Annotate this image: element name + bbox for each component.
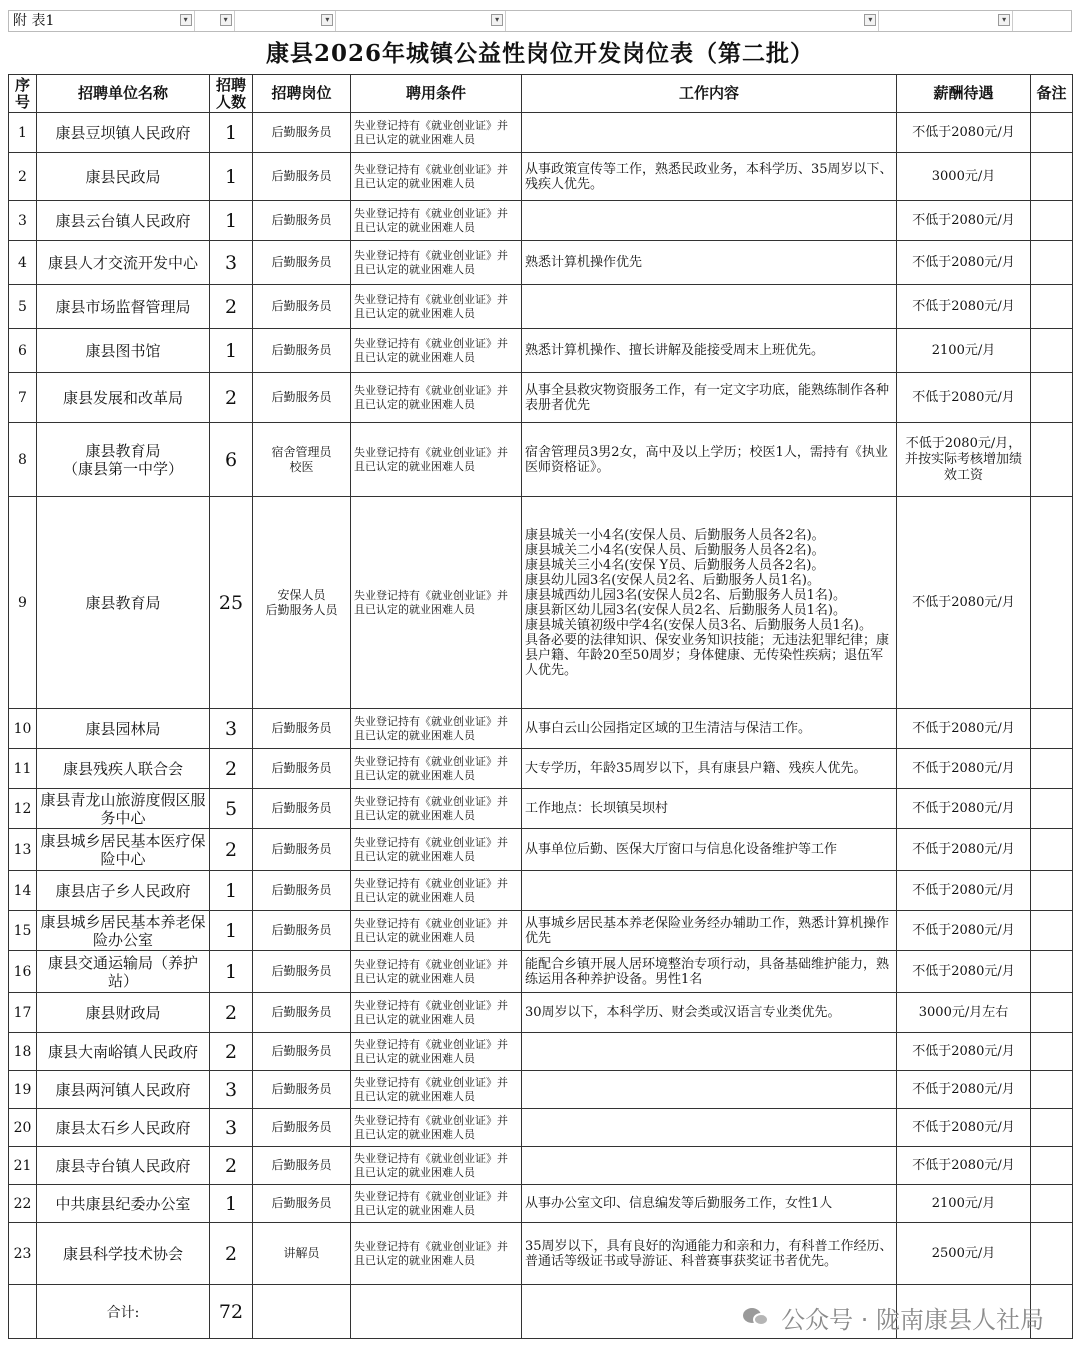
row-condition: 失业登记持有《就业创业证》并且已认定的就业困难人员 bbox=[351, 789, 522, 829]
row-remark bbox=[1031, 241, 1073, 285]
row-post: 后勤服务员 bbox=[253, 871, 351, 911]
row-pay: 2500元/月 bbox=[897, 1223, 1031, 1285]
filter-dropdown-icon[interactable]: ▾ bbox=[998, 14, 1010, 26]
row-no: 5 bbox=[9, 285, 37, 329]
row-post: 后勤服务员 bbox=[253, 911, 351, 951]
watermark bbox=[743, 1300, 1044, 1334]
table-row bbox=[9, 201, 1073, 241]
header-remark: 备注 bbox=[1031, 75, 1073, 113]
header-post: 招聘岗位 bbox=[253, 75, 351, 113]
row-condition: 失业登记持有《就业创业证》并且已认定的就业困难人员 bbox=[351, 241, 522, 285]
row-pay: 不低于2080元/月 bbox=[897, 829, 1031, 871]
row-remark bbox=[1031, 1109, 1073, 1147]
row-condition: 失业登记持有《就业创业证》并且已认定的就业困难人员 bbox=[351, 1223, 522, 1285]
row-no: 13 bbox=[9, 829, 37, 871]
row-count: 1 bbox=[210, 911, 253, 951]
row-count: 6 bbox=[210, 423, 253, 497]
row-remark bbox=[1031, 1185, 1073, 1223]
table-row bbox=[9, 829, 1073, 871]
row-pay: 不低于2080元/月 bbox=[897, 709, 1031, 749]
row-work bbox=[522, 113, 897, 153]
row-count: 2 bbox=[210, 373, 253, 423]
row-condition: 失业登记持有《就业创业证》并且已认定的就业困难人员 bbox=[351, 993, 522, 1033]
row-work bbox=[522, 1147, 897, 1185]
table-row bbox=[9, 1033, 1073, 1071]
table-row bbox=[9, 789, 1073, 829]
row-post: 后勤服务员 bbox=[253, 829, 351, 871]
row-work: 宿舍管理员3男2女，高中及以上学历；校医1人，需持有《执业医师资格证》。 bbox=[522, 423, 897, 497]
row-count: 1 bbox=[210, 951, 253, 993]
row-condition: 失业登记持有《就业创业证》并且已认定的就业困难人员 bbox=[351, 1147, 522, 1185]
row-no: 9 bbox=[9, 497, 37, 709]
table-row bbox=[9, 1223, 1073, 1285]
row-unit: 康县城乡居民基本养老保险办公室 bbox=[37, 911, 210, 951]
row-remark bbox=[1031, 423, 1073, 497]
filter-dropdown-icon[interactable]: ▾ bbox=[864, 14, 876, 26]
table-row bbox=[9, 749, 1073, 789]
filter-cell-count bbox=[195, 11, 235, 31]
row-no: 12 bbox=[9, 789, 37, 829]
row-work bbox=[522, 1033, 897, 1071]
row-post: 后勤服务员 bbox=[253, 1185, 351, 1223]
header-no: 序号 bbox=[9, 75, 37, 113]
row-post: 后勤服务员 bbox=[253, 329, 351, 373]
table-row bbox=[9, 709, 1073, 749]
row-condition: 失业登记持有《就业创业证》并且已认定的就业困难人员 bbox=[351, 201, 522, 241]
row-count: 25 bbox=[210, 497, 253, 709]
row-work: 能配合乡镇开展人居环境整治专项行动，具备基础维护能力，熟练运用各种养护设备。男性1名 bbox=[522, 951, 897, 993]
row-post: 讲解员 bbox=[253, 1223, 351, 1285]
row-count: 2 bbox=[210, 829, 253, 871]
row-no: 19 bbox=[9, 1071, 37, 1109]
row-unit: 康县教育局 bbox=[37, 497, 210, 709]
row-condition: 失业登记持有《就业创业证》并且已认定的就业困难人员 bbox=[351, 911, 522, 951]
row-work bbox=[522, 1071, 897, 1109]
row-pay: 不低于2080元/月，并按实际考核增加绩效工资 bbox=[897, 423, 1031, 497]
table-row bbox=[9, 423, 1073, 497]
row-unit: 康县科学技术协会 bbox=[37, 1223, 210, 1285]
row-remark bbox=[1031, 329, 1073, 373]
row-work: 熟悉计算机操作优先 bbox=[522, 241, 897, 285]
row-work bbox=[522, 201, 897, 241]
row-pay: 不低于2080元/月 bbox=[897, 1147, 1031, 1185]
row-remark bbox=[1031, 497, 1073, 709]
sheet-filter-row bbox=[8, 10, 1072, 32]
row-no: 11 bbox=[9, 749, 37, 789]
filter-cell-pay bbox=[879, 11, 1013, 31]
row-post: 后勤服务员 bbox=[253, 1109, 351, 1147]
row-pay: 不低于2080元/月 bbox=[897, 1109, 1031, 1147]
row-remark bbox=[1031, 1223, 1073, 1285]
row-unit: 康县豆坝镇人民政府 bbox=[37, 113, 210, 153]
table-row bbox=[9, 153, 1073, 201]
row-remark bbox=[1031, 911, 1073, 951]
row-unit: 康县财政局 bbox=[37, 993, 210, 1033]
row-remark bbox=[1031, 871, 1073, 911]
row-pay: 3000元/月 bbox=[897, 153, 1031, 201]
total-blank bbox=[253, 1285, 351, 1339]
row-post: 后勤服务员 bbox=[253, 789, 351, 829]
row-condition: 失业登记持有《就业创业证》并且已认定的就业困难人员 bbox=[351, 329, 522, 373]
row-condition: 失业登记持有《就业创业证》并且已认定的就业困难人员 bbox=[351, 1033, 522, 1071]
row-work: 康县城关一小4名(安保人员、后勤服务人员各2名)。 康县城关二小4名(安保人员、后勤服务人员各2名)。 康县城关三小4名(安保 Y员、后勤服务人员各2名)。 康县幼儿园3名(安保人员2名、后勤服务人员1名)。 康县城西幼儿园3名(安保人员2名、后勤服务人员1名)。 康县新区幼儿园3名(安保人员2名、后勤服务人员1名)。 康县城关镇初级中学4名(安保人员3名、后勤服务人员1名)。 具备必要的法律知识、保安业务知识技能；无违法犯罪纪律；康县户籍、年龄20至50周岁；身体健康、无传染性疾病；退伍军人优先。 bbox=[522, 497, 897, 709]
row-remark bbox=[1031, 1033, 1073, 1071]
filter-cell-condition bbox=[336, 11, 506, 31]
row-post: 后勤服务员 bbox=[253, 1071, 351, 1109]
row-no: 23 bbox=[9, 1223, 37, 1285]
row-count: 1 bbox=[210, 871, 253, 911]
filter-dropdown-icon[interactable]: ▾ bbox=[180, 14, 192, 26]
row-remark bbox=[1031, 951, 1073, 993]
row-post: 后勤服务员 bbox=[253, 749, 351, 789]
row-count: 3 bbox=[210, 709, 253, 749]
row-condition: 失业登记持有《就业创业证》并且已认定的就业困难人员 bbox=[351, 709, 522, 749]
table-row bbox=[9, 241, 1073, 285]
row-no: 16 bbox=[9, 951, 37, 993]
row-post: 安保人员 后勤服务人员 bbox=[253, 497, 351, 709]
row-work: 35周岁以下，具有良好的沟通能力和亲和力，有科普工作经历、普通话等级证书或导游证、科普赛事获奖证书者优先。 bbox=[522, 1223, 897, 1285]
row-remark bbox=[1031, 829, 1073, 871]
row-remark bbox=[1031, 1147, 1073, 1185]
row-unit: 康县人才交流开发中心 bbox=[37, 241, 210, 285]
row-condition: 失业登记持有《就业创业证》并且已认定的就业困难人员 bbox=[351, 373, 522, 423]
row-condition: 失业登记持有《就业创业证》并且已认定的就业困难人员 bbox=[351, 871, 522, 911]
row-post: 后勤服务员 bbox=[253, 241, 351, 285]
row-unit: 康县民政局 bbox=[37, 153, 210, 201]
row-unit: 康县残疾人联合会 bbox=[37, 749, 210, 789]
row-work: 从事政策宣传等工作，熟悉民政业务，本科学历、35周岁以下、残疾人优先。 bbox=[522, 153, 897, 201]
row-no: 20 bbox=[9, 1109, 37, 1147]
row-work: 从事单位后勤、医保大厅窗口与信息化设备维护等工作 bbox=[522, 829, 897, 871]
sheet-label: 附 表1 bbox=[13, 13, 55, 29]
row-pay: 不低于2080元/月 bbox=[897, 749, 1031, 789]
row-unit: 康县市场监督管理局 bbox=[37, 285, 210, 329]
filter-dropdown-icon[interactable]: ▾ bbox=[491, 14, 503, 26]
row-unit: 康县园林局 bbox=[37, 709, 210, 749]
row-count: 1 bbox=[210, 329, 253, 373]
row-work bbox=[522, 1109, 897, 1147]
row-count: 2 bbox=[210, 1223, 253, 1285]
row-post: 后勤服务员 bbox=[253, 1033, 351, 1071]
row-pay: 2100元/月 bbox=[897, 329, 1031, 373]
row-post: 后勤服务员 bbox=[253, 951, 351, 993]
row-no: 7 bbox=[9, 373, 37, 423]
watermark-text: 公众号 · 陇南康县人社局 bbox=[781, 1305, 1044, 1334]
table-row bbox=[9, 1071, 1073, 1109]
row-no: 18 bbox=[9, 1033, 37, 1071]
row-no: 15 bbox=[9, 911, 37, 951]
row-work bbox=[522, 285, 897, 329]
row-post: 后勤服务员 bbox=[253, 373, 351, 423]
row-pay: 不低于2080元/月 bbox=[897, 1033, 1031, 1071]
row-remark bbox=[1031, 153, 1073, 201]
table-row bbox=[9, 373, 1073, 423]
row-pay: 不低于2080元/月 bbox=[897, 285, 1031, 329]
row-remark bbox=[1031, 789, 1073, 829]
row-post: 后勤服务员 bbox=[253, 285, 351, 329]
table-row bbox=[9, 1147, 1073, 1185]
row-remark bbox=[1031, 1071, 1073, 1109]
row-pay: 不低于2080元/月 bbox=[897, 113, 1031, 153]
row-pay: 3000元/月左右 bbox=[897, 993, 1031, 1033]
row-post: 宿舍管理员 校医 bbox=[253, 423, 351, 497]
table-row bbox=[9, 871, 1073, 911]
row-condition: 失业登记持有《就业创业证》并且已认定的就业困难人员 bbox=[351, 1071, 522, 1109]
row-count: 1 bbox=[210, 153, 253, 201]
filter-dropdown-icon[interactable]: ▾ bbox=[220, 14, 232, 26]
table-row bbox=[9, 285, 1073, 329]
row-count: 2 bbox=[210, 285, 253, 329]
filter-cell-work bbox=[506, 11, 879, 31]
row-unit: 康县发展和改革局 bbox=[37, 373, 210, 423]
row-remark bbox=[1031, 749, 1073, 789]
row-condition: 失业登记持有《就业创业证》并且已认定的就业困难人员 bbox=[351, 749, 522, 789]
header-unit: 招聘单位名称 bbox=[37, 75, 210, 113]
row-work bbox=[522, 871, 897, 911]
row-condition: 失业登记持有《就业创业证》并且已认定的就业困难人员 bbox=[351, 1185, 522, 1223]
header-work: 工作内容 bbox=[522, 75, 897, 113]
header-condition: 聘用条件 bbox=[351, 75, 522, 113]
row-condition: 失业登记持有《就业创业证》并且已认定的就业困难人员 bbox=[351, 829, 522, 871]
table-row bbox=[9, 113, 1073, 153]
row-work: 从事办公室文印、信息编发等后勤服务工作，女性1人 bbox=[522, 1185, 897, 1223]
row-no: 1 bbox=[9, 113, 37, 153]
row-pay: 不低于2080元/月 bbox=[897, 373, 1031, 423]
row-condition: 失业登记持有《就业创业证》并且已认定的就业困难人员 bbox=[351, 285, 522, 329]
row-work: 从事白云山公园指定区域的卫生清洁与保洁工作。 bbox=[522, 709, 897, 749]
row-unit: 康县青龙山旅游度假区服务中心 bbox=[37, 789, 210, 829]
table-row bbox=[9, 951, 1073, 993]
row-post: 后勤服务员 bbox=[253, 709, 351, 749]
filter-dropdown-icon[interactable]: ▾ bbox=[321, 14, 333, 26]
filter-cell-no bbox=[9, 11, 195, 31]
row-pay: 不低于2080元/月 bbox=[897, 789, 1031, 829]
row-unit: 康县两河镇人民政府 bbox=[37, 1071, 210, 1109]
row-count: 1 bbox=[210, 113, 253, 153]
row-no: 8 bbox=[9, 423, 37, 497]
row-work: 工作地点：长坝镇吴坝村 bbox=[522, 789, 897, 829]
filter-cell-post bbox=[235, 11, 337, 31]
row-count: 3 bbox=[210, 1071, 253, 1109]
row-count: 3 bbox=[210, 241, 253, 285]
row-unit: 康县太石乡人民政府 bbox=[37, 1109, 210, 1147]
row-pay: 2100元/月 bbox=[897, 1185, 1031, 1223]
row-remark bbox=[1031, 113, 1073, 153]
row-pay: 不低于2080元/月 bbox=[897, 871, 1031, 911]
row-count: 2 bbox=[210, 993, 253, 1033]
row-pay: 不低于2080元/月 bbox=[897, 497, 1031, 709]
row-unit: 康县交通运输局（养护站） bbox=[37, 951, 210, 993]
row-no: 6 bbox=[9, 329, 37, 373]
row-count: 5 bbox=[210, 789, 253, 829]
row-count: 1 bbox=[210, 201, 253, 241]
page-title: 康县2026年城镇公益性岗位开发岗位表（第二批） bbox=[265, 40, 814, 67]
row-work: 熟悉计算机操作、擅长讲解及能接受周末上班优先。 bbox=[522, 329, 897, 373]
row-condition: 失业登记持有《就业创业证》并且已认定的就业困难人员 bbox=[351, 153, 522, 201]
table-row bbox=[9, 1109, 1073, 1147]
row-remark bbox=[1031, 993, 1073, 1033]
table-row bbox=[9, 497, 1073, 709]
row-unit: 康县教育局 （康县第一中学） bbox=[37, 423, 210, 497]
table-row bbox=[9, 329, 1073, 373]
table-row bbox=[9, 993, 1073, 1033]
table-row bbox=[9, 911, 1073, 951]
row-remark bbox=[1031, 373, 1073, 423]
table-row bbox=[9, 1185, 1073, 1223]
row-pay: 不低于2080元/月 bbox=[897, 201, 1031, 241]
total-label: 合计: bbox=[37, 1285, 210, 1339]
row-unit: 康县店子乡人民政府 bbox=[37, 871, 210, 911]
row-count: 2 bbox=[210, 749, 253, 789]
row-count: 2 bbox=[210, 1147, 253, 1185]
row-no: 4 bbox=[9, 241, 37, 285]
row-work: 从事全县救灾物资服务工作，有一定文字功底，能熟练制作各种表册者优先 bbox=[522, 373, 897, 423]
row-no: 2 bbox=[9, 153, 37, 201]
header-row bbox=[9, 75, 1073, 113]
filter-cell-remark bbox=[1013, 11, 1071, 31]
row-unit: 中共康县纪委办公室 bbox=[37, 1185, 210, 1223]
header-pay: 薪酬待遇 bbox=[897, 75, 1031, 113]
row-post: 后勤服务员 bbox=[253, 993, 351, 1033]
row-pay: 不低于2080元/月 bbox=[897, 911, 1031, 951]
row-post: 后勤服务员 bbox=[253, 201, 351, 241]
row-post: 后勤服务员 bbox=[253, 113, 351, 153]
row-no: 3 bbox=[9, 201, 37, 241]
row-remark bbox=[1031, 285, 1073, 329]
row-condition: 失业登记持有《就业创业证》并且已认定的就业困难人员 bbox=[351, 1109, 522, 1147]
row-condition: 失业登记持有《就业创业证》并且已认定的就业困难人员 bbox=[351, 423, 522, 497]
row-unit: 康县图书馆 bbox=[37, 329, 210, 373]
row-pay: 不低于2080元/月 bbox=[897, 951, 1031, 993]
wechat-icon bbox=[743, 1305, 771, 1329]
row-pay: 不低于2080元/月 bbox=[897, 1071, 1031, 1109]
row-condition: 失业登记持有《就业创业证》并且已认定的就业困难人员 bbox=[351, 497, 522, 709]
row-count: 3 bbox=[210, 1109, 253, 1147]
row-pay: 不低于2080元/月 bbox=[897, 241, 1031, 285]
row-condition: 失业登记持有《就业创业证》并且已认定的就业困难人员 bbox=[351, 951, 522, 993]
header-count: 招聘人数 bbox=[210, 75, 253, 113]
row-no: 10 bbox=[9, 709, 37, 749]
positions-table bbox=[8, 74, 1073, 1339]
row-unit: 康县寺台镇人民政府 bbox=[37, 1147, 210, 1185]
row-post: 后勤服务员 bbox=[253, 1147, 351, 1185]
row-remark bbox=[1031, 709, 1073, 749]
row-unit: 康县云台镇人民政府 bbox=[37, 201, 210, 241]
table-body bbox=[9, 113, 1073, 1285]
row-condition: 失业登记持有《就业创业证》并且已认定的就业困难人员 bbox=[351, 113, 522, 153]
row-count: 2 bbox=[210, 1033, 253, 1071]
row-no: 22 bbox=[9, 1185, 37, 1223]
row-unit: 康县大南峪镇人民政府 bbox=[37, 1033, 210, 1071]
row-unit: 康县城乡居民基本医疗保险中心 bbox=[37, 829, 210, 871]
row-no: 17 bbox=[9, 993, 37, 1033]
row-count: 1 bbox=[210, 1185, 253, 1223]
row-no: 21 bbox=[9, 1147, 37, 1185]
row-post: 后勤服务员 bbox=[253, 153, 351, 201]
row-work: 30周岁以下，本科学历、财会类或汉语言专业类优先。 bbox=[522, 993, 897, 1033]
total-blank bbox=[9, 1285, 37, 1339]
row-work: 从事城乡居民基本养老保险业务经办辅助工作，熟悉计算机操作优先 bbox=[522, 911, 897, 951]
total-blank bbox=[351, 1285, 522, 1339]
row-work: 大专学历，年龄35周岁以下，具有康县户籍、残疾人优先。 bbox=[522, 749, 897, 789]
total-count: 72 bbox=[210, 1285, 253, 1339]
row-remark bbox=[1031, 201, 1073, 241]
row-no: 14 bbox=[9, 871, 37, 911]
